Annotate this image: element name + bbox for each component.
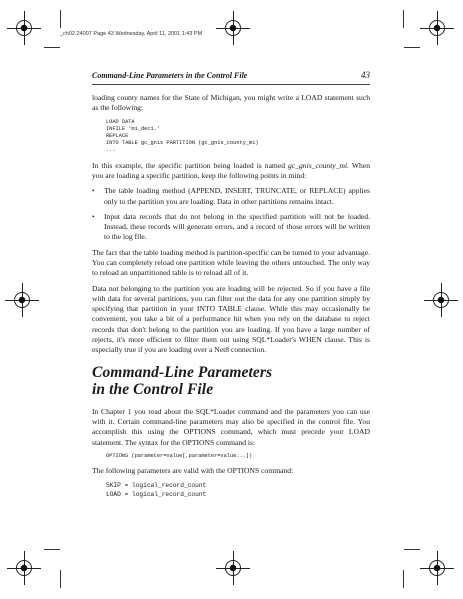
paragraph: In Chapter 1 you read about the SQL*Loader command and the parameters you can use with it. Certain command-line parameters may also be specified in the control file. You accomplish this using the OPTIONS command, which must precede your LOAD statement. The syntax for the OPTIONS command is: [92, 406, 370, 447]
trim-line [44, 549, 60, 550]
running-title: Command-Line Parameters in the Control File [92, 71, 248, 80]
page-number: 43 [361, 70, 370, 80]
paragraph: Data not belonging to the partition you are loading will be rejected. So if you have a file with data for several partitions, you can filter out the data for any one partition simply by specifying that partition in your INTO TABLE clause. While this may occasionally be convenient, you take a bit of a performance hit when you rely on the database to reject records that don't belong to the partition you are loading. If you have a large number of rejects, it's more efficient to filter them out using SQL*Loader's WHEN clause. This is especially true if you are loading over a Net8 connection. [92, 283, 370, 355]
bullet-item [92, 186, 370, 207]
paragraph: The fact that the table loading method is partition-specific can be turned to your advantage. You can completely reload one partition while leaving the others untouched. The only way to reload an unpartitioned table is to reload all of it. [92, 247, 370, 278]
paragraph: loading county names for the State of Michigan, you might write a LOAD statement such as the following: [92, 93, 370, 113]
trim-line [404, 47, 420, 48]
bullet-glyph: • [92, 211, 95, 221]
text-run: In this example, the specific partition being loaded is named [92, 160, 289, 170]
code-line: REPLACE [106, 133, 129, 139]
trim-line [60, 570, 61, 588]
trim-line [404, 549, 420, 550]
text-run: When you are loading a specific partition, keep the following points in mind: [92, 160, 370, 180]
code-line: SKIP = logical_record_count [106, 482, 207, 490]
code-line: LOAD DATA [106, 118, 135, 125]
code-line: LOAD = logical_record_count [106, 491, 207, 499]
running-header [92, 71, 370, 83]
trim-line [403, 570, 404, 588]
code-line: INFILE 'mi_deci.' [106, 125, 161, 132]
heading-line: Command-Line Parameters [92, 363, 273, 381]
header-rule [92, 84, 370, 85]
code-block-options-syntax: OPTIONS (parameter=value[,parameter=value...]) [106, 452, 253, 459]
print-slug: _ch02.24007 Page 43 Wednesday, April 11, 2001 1:43 PM [60, 31, 203, 37]
bullet-text: Input data records that do not belong in the specified partition will not be loaded. Instead, these records will generate errors, and a record of those errors will be written to the log file. [104, 211, 370, 242]
trim-line [60, 10, 61, 28]
trim-line [44, 47, 60, 48]
bullet-glyph: • [92, 186, 95, 196]
page-body [92, 93, 370, 505]
heading-line: in the Control File [92, 381, 214, 399]
code-line: ... [106, 147, 116, 154]
partition-name: gc_gnis_county_mi. [288, 160, 349, 170]
code-block-options-params [106, 481, 370, 499]
code-line: INTO TABLE gc_gnis PARTITION (gc_gnis_county_mi) [106, 140, 259, 147]
paragraph: The following parameters are valid with the OPTIONS command: [92, 466, 294, 476]
code-block-load [106, 119, 370, 155]
bullet-item [92, 212, 370, 243]
trim-line [403, 10, 404, 28]
paragraph [92, 161, 370, 182]
section-heading [92, 364, 370, 399]
bullet-text: The table loading method (APPEND, INSERT, TRUNCATE, or REPLACE) applies only to the partition you are loading. Data in other partitions remains intact. [104, 186, 370, 206]
